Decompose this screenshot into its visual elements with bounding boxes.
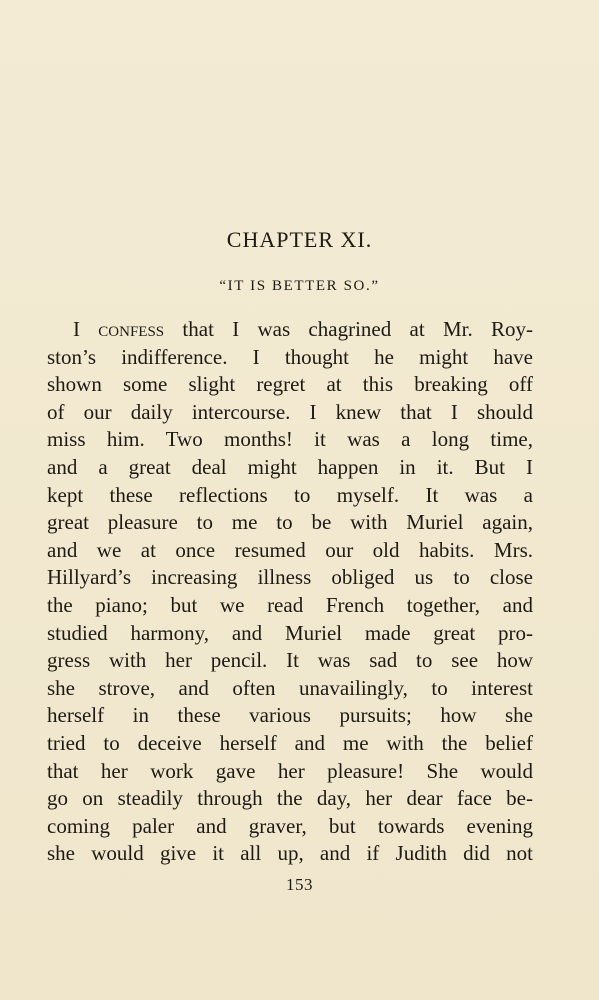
text-line-14: she strove, and often unavailingly, to interest (47, 675, 533, 700)
text-line-18: go on steadily through the day, her dear face be- (47, 786, 533, 811)
text-line-13: gress with her pencil. It was sad to see how (47, 648, 533, 673)
chapter-title: CHAPTER XI. (226, 227, 373, 252)
body-text (47, 316, 533, 868)
text-line-17: that her work gave her pleasure! She would (47, 758, 533, 783)
text-line-11: the piano; but we read French together, and (47, 592, 533, 617)
text-line-20: she would give it all up, and if Judith did not (47, 841, 533, 866)
text-line-12: studied harmony, and Muriel made great pro- (47, 620, 533, 645)
text-line-10: Hillyard’s increasing illness obliged us to close (47, 565, 533, 590)
text-line-7: kept these reflections to myself. It was a (47, 482, 533, 507)
lead-capitals: I confess (73, 317, 165, 341)
text-line-8: great pleasure to me to be with Muriel again, (47, 510, 533, 535)
text-line-19: coming paler and graver, but towards evening (47, 813, 533, 838)
text-line-6: and a great deal might happen in it. But I (47, 454, 533, 479)
text-line-9: and we at once resumed our old habits. Mrs. (47, 537, 533, 562)
text-line-3: shown some slight regret at this breaking off (47, 372, 533, 397)
text-line-4: of our daily intercourse. I knew that I should (47, 399, 533, 424)
text-line-1 (47, 316, 533, 344)
text-line-15: herself in these various pursuits; how she (47, 703, 533, 728)
chapter-subtitle: “IT IS BETTER SO.” (219, 278, 380, 294)
text-line-5: miss him. Two months! it was a long time, (47, 427, 533, 452)
text-line-1-rest: that I was chagrined at Mr. Roy- (164, 317, 533, 341)
page-number: 153 (286, 875, 313, 894)
text-line-16: tried to deceive herself and me with the belief (47, 730, 533, 755)
text-line-2: ston’s indifference. I thought he might have (47, 344, 533, 369)
